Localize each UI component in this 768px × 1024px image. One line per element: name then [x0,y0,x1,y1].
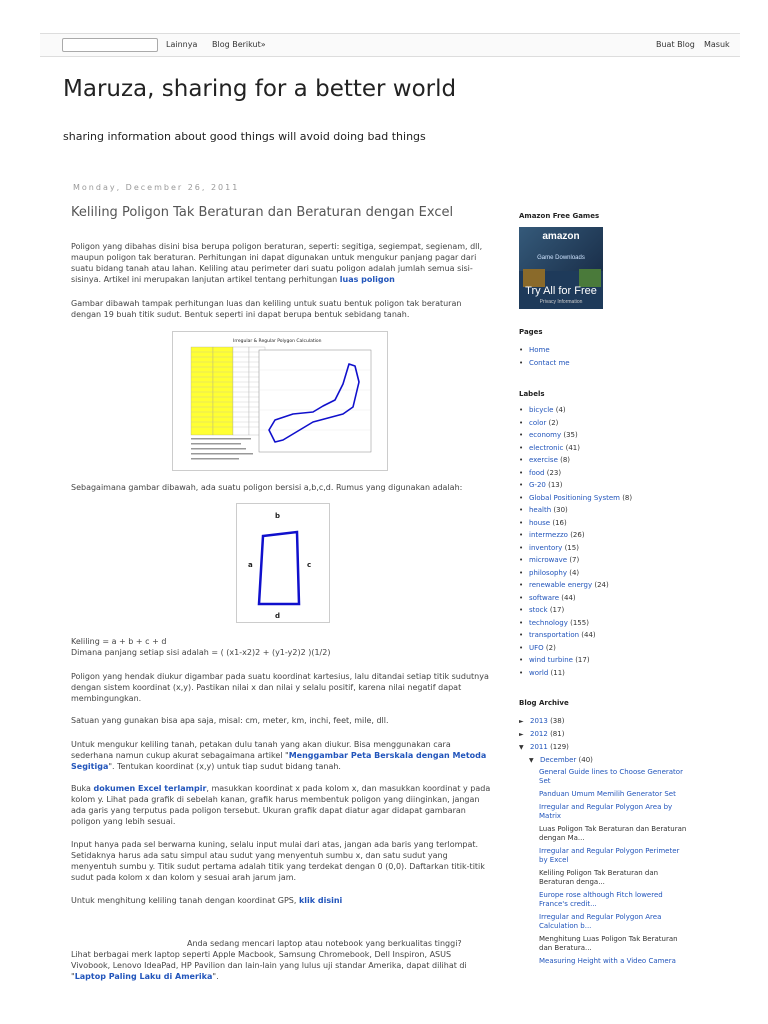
paragraph-text: ". [212,972,219,981]
sidebar-heading-labels: Labels [519,390,545,398]
label-item[interactable]: • philosophy (4) [519,568,580,577]
paragraph-text: ". Tentukan koordinat (x,y) untuk tiap sudut bidang tanah. [108,762,341,771]
label-item[interactable]: • health (30) [519,506,568,514]
ad-line-game-downloads: Game Downloads [537,255,585,261]
label-item[interactable]: • intermezzo (26) [519,531,585,539]
archive-post-link[interactable]: Irregular and Regular Polygon Area Calculation b... [539,913,662,930]
link-luas-poligon[interactable]: luas poligon [339,275,395,284]
archive-post-link[interactable]: Measuring Height with a Video Camera [539,957,676,965]
spreadsheet-table [191,347,265,460]
blog-description: sharing information about good things will avoid doing bad things [63,130,426,143]
excel-chart-graphic [173,332,387,470]
post-paragraph [71,895,491,906]
label-item[interactable]: • food (23) [519,468,562,477]
link-excel-document[interactable]: dokumen Excel terlampir [93,784,207,793]
formula-side-length: Dimana panjang setiap sisi adalah = ( (x1-x2)2 + (y1-y2)2 )(1/2) [71,648,331,657]
post-paragraph-ad [71,938,471,982]
link-laptop-paling-laku[interactable]: Laptop Paling Laku di Amerika [74,972,213,981]
archive-post-link[interactable]: Irregular and Regular Polygon Area by Matrix [539,803,673,820]
paragraph-text: Untuk menghitung keliling tanah dengan koordinat GPS, [71,896,297,905]
archive-post-link[interactable]: Europe rose although Fitch lowered France's credit... [539,891,663,908]
paragraph-text: Anda sedang mencari laptop atau notebook yang berkualitas tinggi? Lihat berbagai merk laptop seperti Apple Macbook, Samsung Chromebook, Dell Inspiron, ASUS Vivobook, Lenovo IdeaPad, HP Pavilion dan lain-lain yang lulus uji standar Amerika, dapat dilihat di " [71,939,467,981]
archive-post-link[interactable]: Panduan Umum Memilih Generator Set [539,790,676,798]
blog-archive [519,715,593,767]
amazon-ad-banner[interactable] [519,227,603,309]
ad-line-try-free: Try All for Free [525,285,597,297]
paragraph-text: Untuk mengukur keliling tanah, petakan dulu tanah yang akan diukur. Bisa menggunakan cara sederhana namun cukup akurat sebagaimana artikel " [71,740,451,760]
label-item[interactable]: • exercise (8) [519,456,571,464]
archive-year-2011[interactable]: ▼ 2011 (129) [519,743,569,751]
blog-title[interactable]: Maruza, sharing for a better world [63,76,457,102]
post-title[interactable]: Keliling Poligon Tak Beraturan dan Beraturan dengan Excel [71,205,454,220]
post-paragraph [71,783,491,827]
side-label-d: d [275,612,281,620]
label-item[interactable]: • wind turbine (17) [519,656,590,664]
label-item[interactable]: • transportation (44) [519,631,596,639]
post-paragraph: Gambar dibawah tampak perhitungan luas dan keliling untuk suatu bentuk poligon tak beraturan dengan 19 buah titik sudut. Bentuk seperti ini dapat berupa bentuk sebidang tanah. [71,299,462,319]
label-item[interactable]: • renewable energy (24) [519,581,609,589]
archive-post-link[interactable]: Luas Poligon Tak Beraturan dan Beraturan dengan Ma... [539,825,687,842]
label-item[interactable]: • electronic (41) [519,443,580,452]
label-item[interactable]: • house (16) [519,518,567,527]
label-item[interactable]: • microwave (7) [519,556,580,564]
label-item[interactable]: • inventory (15) [519,543,579,552]
paragraph-text: , masukkan koordinat x pada kolom x, dan masukkan koordinat y pada kolom y. Lihat pada grafik di sebelah kanan, grafik harus membentuk poligon yang diinginkan, jangan ada garis yang terputus pada poligon tersebut. Ukuran grafik dapat diatur agar didapat gambaran poligon yang lebih sesuai. [71,784,491,826]
archive-post-list [539,768,689,970]
paragraph-text: Buka [71,784,91,793]
link-klik-disini[interactable]: klik disini [298,896,343,905]
post-paragraph: Input hanya pada sel berwarna kuning, selalu input mulai dari atas, jangan ada baris yang terlompat. Setidaknya harus ada satu simpul atau sudut yang menyentuh sumbu x, dan satu sudut yang menyentuh sumbu y. Titik sudut pertama adalah titik yang terdekat dengan 0 (0,0). Daftarkan titik-titik sudut pada kolom x dan kolom y sesuai arah jarum jam. [71,840,485,882]
label-item[interactable]: • software (44) [519,593,576,602]
post-paragraph: Satuan yang gunakan bisa apa saja, misal: cm, meter, km, inchi, feet, mile, dll. [71,716,389,725]
sidebar-heading-archive: Blog Archive [519,699,569,707]
excel-screenshot-image[interactable] [172,331,388,471]
polygon-chart [259,350,371,452]
page-item-contact[interactable]: • Contact me [519,358,570,367]
archive-post-link[interactable]: General Guide lines to Choose Generator Set [539,768,683,785]
ad-line-privacy: Privacy Information [539,299,583,305]
post-date: Monday, December 26, 2011 [73,183,240,192]
label-item[interactable]: • UFO (2) [519,643,556,652]
label-item[interactable]: • stock (17) [519,606,565,614]
quadrilateral-graphic [237,504,329,622]
label-item[interactable]: • world (11) [519,668,565,677]
quadrilateral-figure[interactable] [236,503,330,623]
post-paragraph: Sebagaimana gambar dibawah, ada suatu poligon bersisi a,b,c,d. Rumus yang digunakan adalah: [71,483,463,492]
search-input[interactable] [62,38,158,52]
sidebar-heading-pages: Pages [519,328,543,336]
link-menggambar-peta[interactable]: Menggambar Peta Berskala dengan Metoda Segitiga [71,751,487,771]
archive-post-link[interactable]: Irregular and Regular Polygon Perimeter by Excel [539,847,680,864]
post-paragraph [71,241,491,285]
nav-link-next-blog[interactable]: Blog Berikut» [212,40,266,49]
label-item[interactable]: • technology (155) [519,618,589,627]
archive-year-2013[interactable]: ► 2013 (38) [519,717,565,725]
labels-list [519,404,632,679]
archive-post-link[interactable]: Menghitung Luas Poligon Tak Beraturan dan Beratura... [539,935,678,952]
paragraph-text: Poligon yang dibahas disini bisa berupa poligon beraturan, seperti: segitiga, segiempat, segienam, dll, maupun poligon tak beraturan. Perhitungan ini dapat digunakan untuk mengukur panjang pagar dari suatu bidang tanah atau lahan. Keliling atau perimeter dari suatu poligon adalah jumlah semua sisi-sisinya. Artikel ini merupakan lanjutan artikel tentang perhitungan [71,242,483,284]
side-label-b: b [275,512,281,520]
formula-perimeter: Keliling = a + b + c + d [71,637,167,646]
post-paragraph [71,739,491,772]
archive-post-link[interactable]: Keliling Poligon Tak Beraturan dan Beraturan denga... [539,869,659,886]
navbar-bar [40,33,740,57]
archive-year-2012[interactable]: ► 2012 (81) [519,730,565,738]
nav-link-more[interactable]: Lainnya [166,40,198,49]
side-label-c: c [307,561,312,569]
label-item[interactable]: • economy (35) [519,431,578,439]
archive-month-december[interactable]: ▼ December (40) [529,756,593,764]
nav-link-create-blog[interactable]: Buat Blog [656,40,695,49]
nav-link-sign-in[interactable]: Masuk [704,40,730,49]
label-item[interactable]: • Global Positioning System (8) [519,493,633,502]
pages-list [519,344,570,369]
side-label-a: a [248,561,253,569]
navbar [0,0,768,84]
page-item-home[interactable]: • Home [519,346,550,354]
label-item[interactable]: • bicycle (4) [519,406,566,414]
figure-title: Irregular & Regular Polygon Calculation [233,339,322,344]
amazon-logo-text: amazon [542,231,580,242]
label-item[interactable]: • G-20 (13) [519,481,563,489]
post-paragraph: Poligon yang hendak diukur digambar pada suatu koordinat kartesius, lalu ditandai setiap titik sudutnya dengan sistem koordinat (x,y). Pastikan nilai x dan nilai y selalu positif, karena nilai negatif dapat membingungkan. [71,672,489,703]
sidebar-heading-amazon: Amazon Free Games [519,212,600,220]
label-item[interactable]: • color (2) [519,418,559,427]
